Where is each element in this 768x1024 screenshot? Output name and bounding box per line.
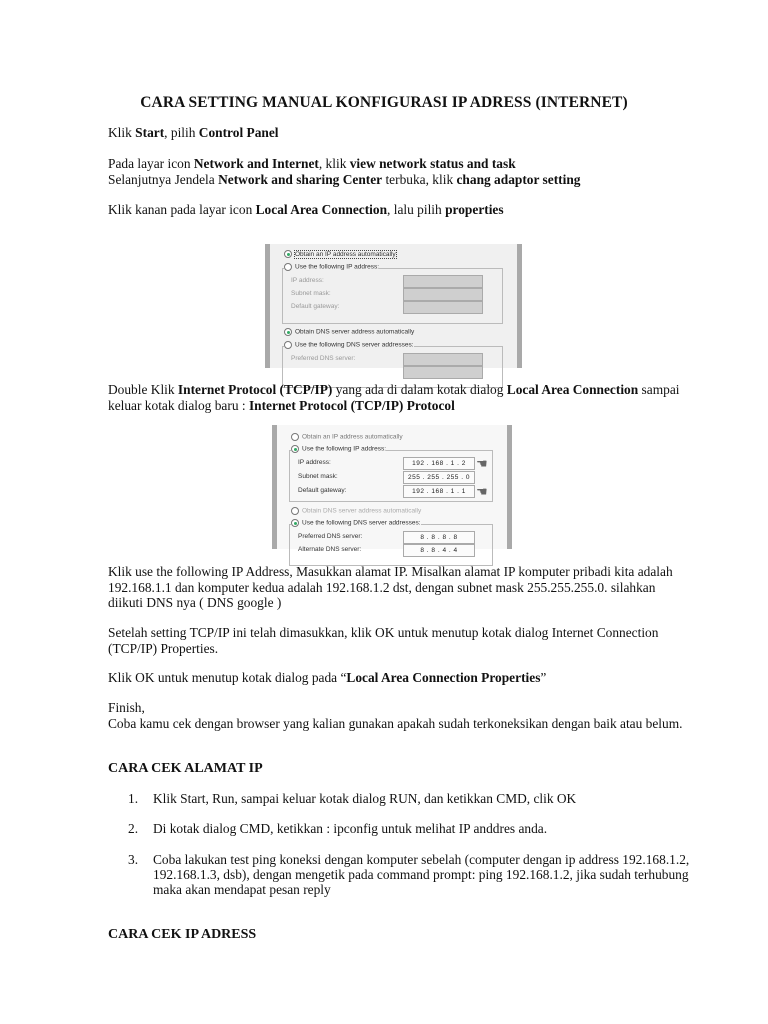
preferred-dns-field: 8 . 8 . 8 . 8	[403, 531, 475, 544]
radio-icon	[284, 341, 292, 349]
obtain-ip-auto-radio: Obtain an IP address automatically	[291, 433, 403, 441]
paragraph-double-click: Double Klik Internet Protocol (TCP/IP) yang ada di dalam kotak dialog Local Area Connection sampai keluar kotak dialog baru : Internet Protocol (TCP/IP) Protocol	[108, 382, 680, 413]
dns-group-box: Preferred DNS server: Alternate DNS server: 8 . 8 . 8 . 8 8 . 8 . 4 . 4	[289, 524, 493, 566]
obtain-ip-auto-radio: Obtain an IP address automatically	[284, 250, 396, 258]
ip-group-box: IP address: Subnet mask: Default gateway:	[282, 268, 503, 324]
paragraph-after-setting: Setelah setting TCP/IP ini telah dimasukkan, klik OK untuk menutup kotak dialog Internet Connection (TCP/IP) Properties.	[108, 625, 659, 656]
radio-selected-icon	[291, 445, 299, 453]
paragraph-click-ok: Klik OK untuk menutup kotak dialog pada “Local Area Connection Properties”	[108, 670, 547, 685]
ip-settings-screenshot-1	[265, 244, 522, 368]
use-following-ip-radio: Use the following IP address:	[284, 263, 379, 271]
paragraph-network: Pada layar icon Network and Internet, klik view network status and task Selanjutnya Jendela Network and sharing Center terbuka, klik chang adaptor setting	[108, 156, 581, 187]
preferred-dns-field	[403, 353, 483, 366]
ip-address-field	[403, 275, 483, 288]
paragraph-start: Klik Start, pilih Control Panel	[108, 125, 279, 140]
paragraph-use-following-ip: Klik use the following IP Address, Masukkan alamat IP. Misalkan alamat IP komputer pribadi kita adalah 192.168.1.1 dan komputer kedua adalah 192.168.1.2 dst, dengan subnet mask 255.255.255.0. silahkan diikuti DNS nya ( DNS google )	[108, 564, 673, 610]
alternate-dns-field	[403, 366, 483, 379]
radio-selected-icon	[284, 328, 292, 336]
default-gateway-field	[403, 301, 483, 314]
obtain-dns-auto-radio: Obtain DNS server address automatically	[291, 507, 421, 515]
radio-icon	[291, 507, 299, 515]
paragraph-finish: Finish, Coba kamu cek dengan browser yang kalian gunakan apakah sudah terkoneksikan dengan baik atau belum.	[108, 700, 683, 731]
heading-cek-alamat-ip: CARA CEK ALAMAT IP	[108, 761, 263, 776]
ip-group-box: IP address: Subnet mask: Default gateway: 192 . 168 . 1 . 2 255 . 255 . 255 . 0 192 . 168 . 1 . 1 ☚ ☚	[289, 450, 493, 502]
document-page: CARA SETTING MANUAL KONFIGURASI IP ADRESS (INTERNET) Klik Start, pilih Control Panel Pada layar icon Network and Internet, klik view network status and task Selanjutnya Jendela Network and sharing Center terbuka, klik chang adaptor setting Klik kanan pada layar icon Local Area Connection, lalu pilih properties Obtain an IP address automatically Use the following IP address: IP address: Subnet mask: Default gateway: Obtain DNS server address automatically Use the following DNS server addresses: Preferred DNS server: Double Klik Internet Protocol (TCP/IP) yang ada di dalam kotak dialog Local Area Connection sampai keluar kotak dialog baru : Internet Protocol (TCP/IP) Protocol Obtain an IP address automatically Use the following IP address: IP address: Subnet mask: Default gateway: 192 . 168 . 1 . 2 255 . 255 . 255 . 0 192 . 168 . 1 . 1 ☚ ☚ Obtain DNS server address automatically Use the following DNS server addresses: Preferred DNS server: Alternate DNS server: 8 . 8 . 8 . 8 8 . 8 . 4 . 4 Klik use the following IP Address, Masukkan alamat IP. Misalkan alamat IP komputer pribadi kita adalah 192.168.1.1 dan komputer kedua adalah 192.168.1.2 dst, dengan subnet mask 255.255.255.0. silahkan diikuti DNS nya ( DNS google ) Setelah setting TCP/IP ini telah dimasukkan, klik OK untuk menutup kotak dialog Internet Connection (TCP/IP) Properties. Klik OK untuk menutup kotak dialog pada “Local Area Connection Properties” Finish, Coba kamu cek dengan browser yang kalian gunakan apakah sudah terkoneksikan dengan baik atau belum. CARA CEK ALAMAT IP 1. Klik Start, Run, sampai keluar kotak dialog RUN, dan ketikkan CMD, clik OK 2. Di kotak dialog CMD, ketikkan : ipconfig untuk melihat IP anddres anda. 3. Coba lakukan test ping koneksi dengan komputer sebelah (computer dengan ip address 192.168.1.2, 192.168.1.3, dsb), dengan mengetik pada command prompt: ping 192.168.1.2, jika sudah terhubung maka akan mendapat pesan reply CARA CEK IP ADRESS	[0, 0, 768, 1024]
use-following-dns-radio: Use the following DNS server addresses:	[291, 519, 421, 527]
ip-settings-screenshot-2	[272, 425, 512, 554]
page-title: CARA SETTING MANUAL KONFIGURASI IP ADRESS (INTERNET)	[140, 94, 628, 111]
subnet-mask-field	[403, 288, 483, 301]
pointing-hand-icon: ☚	[476, 456, 488, 471]
subnet-mask-field: 255 . 255 . 255 . 0	[403, 471, 475, 484]
radio-icon	[284, 263, 292, 271]
radio-selected-icon	[284, 250, 292, 258]
pointing-hand-icon: ☚	[476, 484, 488, 499]
default-gateway-field: 192 . 168 . 1 . 1	[403, 485, 475, 498]
heading-cek-ip-adress: CARA CEK IP ADRESS	[108, 927, 257, 942]
use-following-ip-radio: Use the following IP address:	[291, 445, 386, 453]
alternate-dns-field: 8 . 8 . 4 . 4	[403, 544, 475, 557]
dns-group-box: Preferred DNS server:	[282, 346, 503, 388]
ip-address-field: 192 . 168 . 1 . 2	[403, 457, 475, 470]
radio-icon	[291, 433, 299, 441]
paragraph-local-area: Klik kanan pada layar icon Local Area Connection, lalu pilih properties	[108, 202, 504, 217]
obtain-dns-auto-radio: Obtain DNS server address automatically	[284, 328, 414, 336]
radio-selected-icon	[291, 519, 299, 527]
use-following-dns-radio: Use the following DNS server addresses:	[284, 341, 414, 349]
